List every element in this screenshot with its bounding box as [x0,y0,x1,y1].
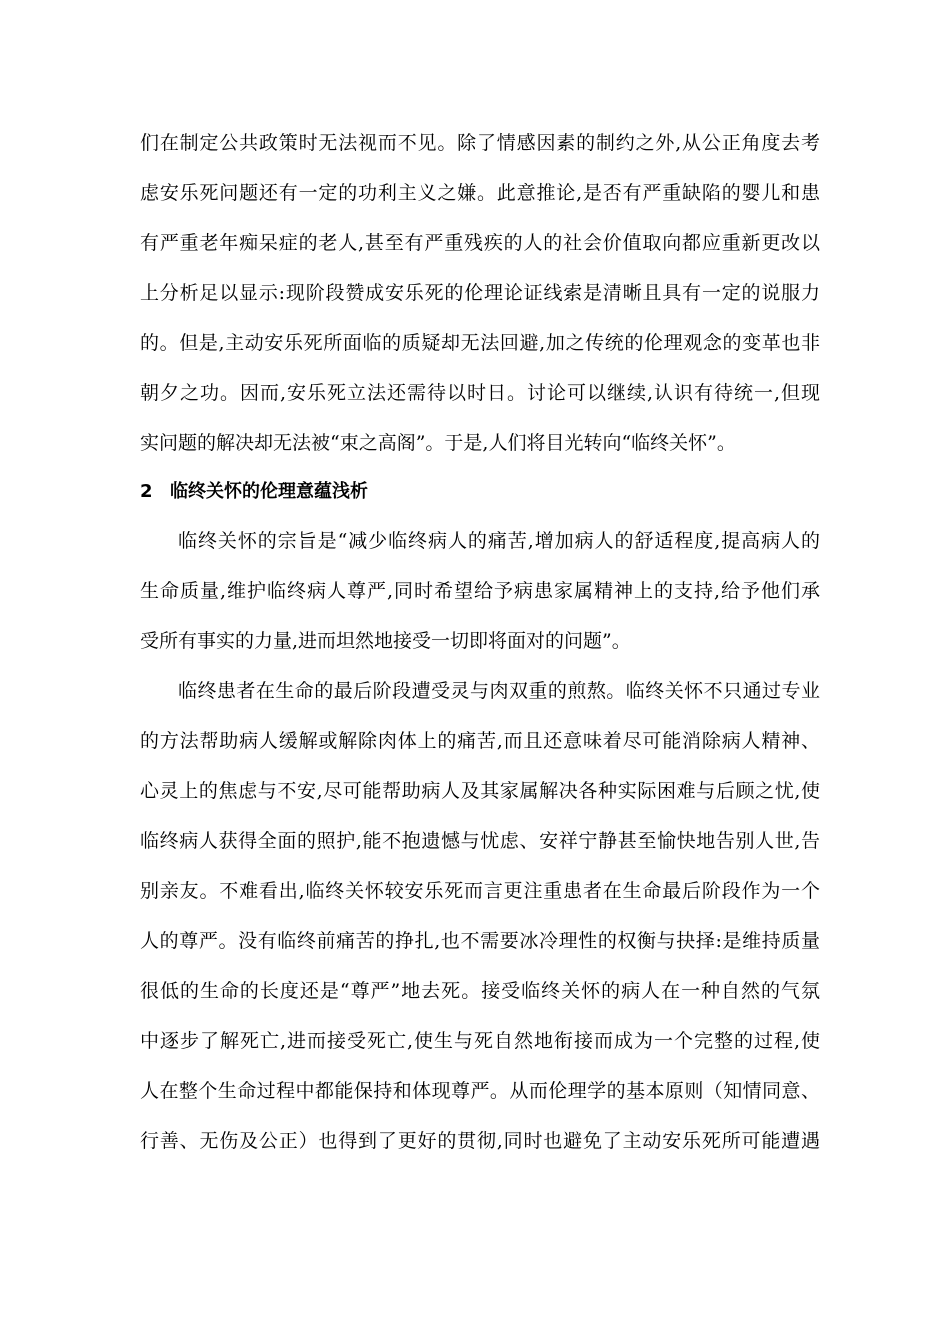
paragraph-line: 人的尊严。没有临终前痛苦的挣扎,也不需要冰冷理性的权衡与抉择:是维持质量 [140,930,820,952]
section-title: 临终关怀的伦理意蕴浅析 [170,481,368,502]
paragraph-line: 心灵上的焦虑与不安,尽可能帮助病人及其家属解决各种实际困难与后顾之忧,使 [140,780,820,802]
paragraph-line: 朝夕之功。因而,安乐死立法还需待以时日。讨论可以继续,认识有待统一,但现 [140,382,820,404]
paragraph-line: 人在整个生命过程中都能保持和体现尊严。从而伦理学的基本原则（知情同意、 [140,1080,820,1102]
paragraph-line: 上分析足以显示:现阶段赞成安乐死的伦理论证线索是清晰且具有一定的说服力 [140,282,820,304]
paragraph-line: 别亲友。不难看出,临终关怀较安乐死而言更注重患者在生命最后阶段作为一个 [140,880,820,902]
paragraph-line: 临终病人获得全面的照护,能不抱遗憾与忧虑、安祥宁静甚至愉快地告别人世,告 [140,830,820,852]
paragraph-line: 们在制定公共政策时无法视而不见。除了情感因素的制约之外,从公正角度去考 [140,132,820,154]
paragraph-line: 临终患者在生命的最后阶段遭受灵与肉双重的煎熬。临终关怀不只通过专业 [178,680,820,702]
paragraph-line: 的方法帮助病人缓解或解除肉体上的痛苦,而且还意味着尽可能消除病人精神、 [140,730,820,752]
paragraph-line: 行善、无伤及公正）也得到了更好的贯彻,同时也避免了主动安乐死所可能遭遇 [140,1130,820,1152]
paragraph-line: 中逐步了解死亡,进而接受死亡,使生与死自然地衔接而成为一个完整的过程,使 [140,1030,820,1052]
paragraph-line: 的。但是,主动安乐死所面临的质疑却无法回避,加之传统的伦理观念的变革也非 [140,332,820,354]
paragraph-line: 实问题的解决却无法被“束之高阁”。于是,人们将目光转向“临终关怀”。 [140,432,736,454]
paragraph-line: 虑安乐死问题还有一定的功利主义之嫌。此意推论,是否有严重缺陷的婴儿和患 [140,182,820,204]
paragraph-line: 临终关怀的宗旨是“减少临终病人的痛苦,增加病人的舒适程度,提高病人的 [178,530,820,552]
paragraph-line: 受所有事实的力量,进而坦然地接受一切即将面对的问题”。 [140,630,631,652]
paragraph-line: 有严重老年痴呆症的老人,甚至有严重残疾的人的社会价值取向都应重新更改以 [140,232,820,254]
paragraph-line: 很低的生命的长度还是“尊严”地去死。接受临终关怀的病人在一种自然的气氛 [140,980,820,1002]
paragraph-line: 生命质量,维护临终病人尊严,同时希望给予病患家属精神上的支持,给予他们承 [140,580,820,602]
section-heading [140,480,368,504]
section-number: 2 [140,481,153,502]
